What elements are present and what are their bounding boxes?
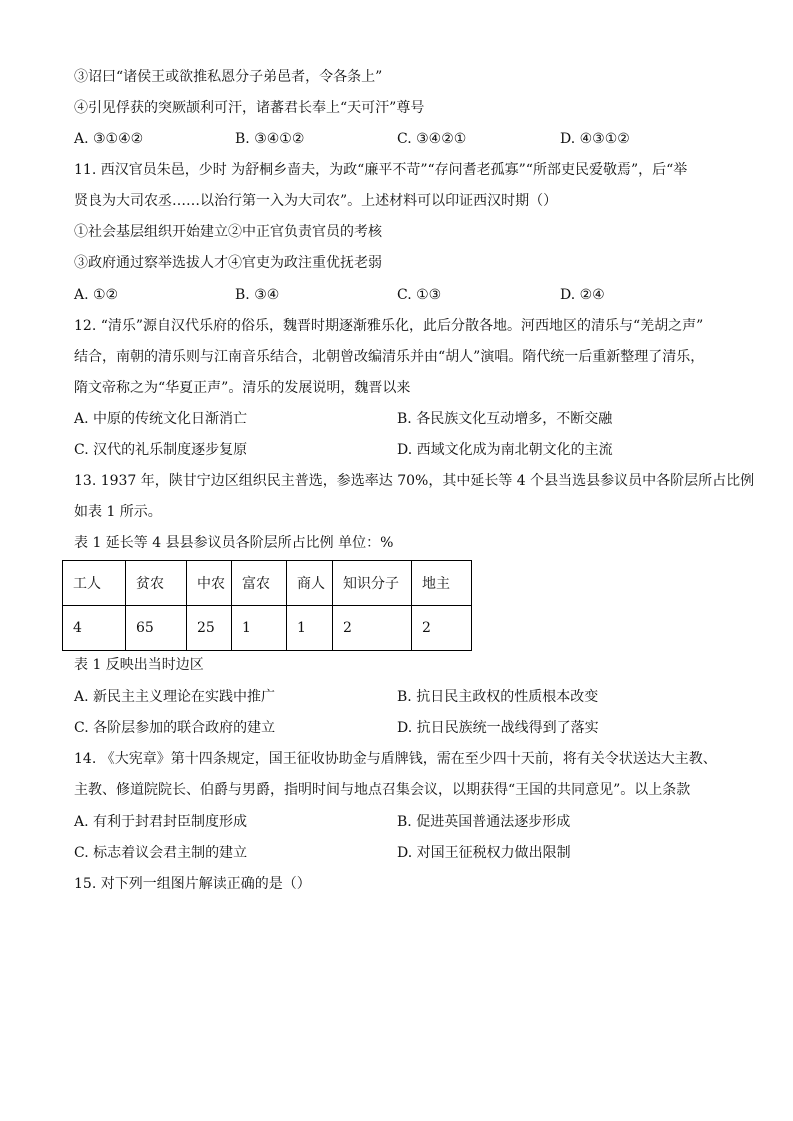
q12-stem-line1: 12. “清乐”源自汉代乐府的俗乐，魏晋时期逐渐雅乐化，此后分散各地。河西地区的清乐与“羌胡之声” bbox=[74, 318, 704, 334]
q10-option-d[interactable]: D. ④③①② bbox=[560, 131, 630, 147]
table-header-cell: 中农 bbox=[187, 561, 232, 606]
q15-stem: 15. 对下列一组图片解读正确的是（） bbox=[74, 876, 311, 892]
q13-stem-line1: 13. 1937 年，陕甘宁边区组织民主普选，参选率达 70%，其中延长等 4 个县当选县参议员中各阶层所占比例 bbox=[74, 473, 755, 489]
table-header-cell: 知识分子 bbox=[333, 561, 412, 606]
table-cell: 25 bbox=[187, 606, 232, 651]
q13-stem-line2: 如表 1 所示。 bbox=[74, 504, 162, 520]
q11-stem-line2: 贤良为大司农丞……以治行第一入为大司农”。上述材料可以印证西汉时期（） bbox=[74, 193, 558, 209]
q12-stem-line3: 隋文帝称之为“华夏正声”。清乐的发展说明，魏晋以来 bbox=[74, 380, 411, 396]
q13-option-b[interactable]: B. 抗日民主政权的性质根本改变 bbox=[397, 689, 599, 705]
q11-option-b[interactable]: B. ③④ bbox=[235, 287, 280, 303]
q11-items-2: ③政府通过察举选拔人才④官吏为政注重优抚老弱 bbox=[74, 255, 382, 271]
table-header-cell: 地主 bbox=[412, 561, 472, 606]
table-header-cell: 富农 bbox=[232, 561, 287, 606]
q13-option-c[interactable]: C. 各阶层参加的联合政府的建立 bbox=[74, 720, 276, 736]
q14-option-b[interactable]: B. 促进英国普通法逐步形成 bbox=[397, 814, 571, 830]
q11-option-c[interactable]: C. ①③ bbox=[397, 287, 442, 303]
table-cell: 2 bbox=[412, 606, 472, 651]
table-header-cell: 商人 bbox=[287, 561, 333, 606]
table-header-cell: 工人 bbox=[63, 561, 126, 606]
q13-question: 表 1 反映出当时边区 bbox=[74, 657, 204, 673]
q11-option-a[interactable]: A. ①② bbox=[74, 287, 119, 303]
table-1-caption: 表 1 延长等 4 县县参议员各阶层所占比例 单位：% bbox=[74, 535, 394, 551]
q14-option-d[interactable]: D. 对国王征税权力做出限制 bbox=[397, 845, 571, 861]
table-cell: 65 bbox=[126, 606, 187, 651]
q10-option-b[interactable]: B. ③④①② bbox=[235, 131, 305, 147]
q10-option-c[interactable]: C. ③④②① bbox=[397, 131, 467, 147]
q10-option-a[interactable]: A. ③①④② bbox=[74, 131, 144, 147]
table-cell: 4 bbox=[63, 606, 126, 651]
q14-stem-line1: 14. 《大宪章》第十四条规定，国王征收协助金与盾牌钱，需在至少四十天前，将有关令状送达大主教、 bbox=[74, 751, 717, 767]
table-header-cell: 贫农 bbox=[126, 561, 187, 606]
q10-item-3: ③诏曰“诸侯王或欲推私恩分子弟邑者，令各条上” bbox=[74, 69, 383, 85]
q11-stem-line1: 11. 西汉官员朱邑，少时 为舒桐乡啬夫，为政“廉平不苛”“存问耆老孤寡”“所部吏民爱敬焉”，后“举 bbox=[74, 162, 688, 178]
q12-option-a[interactable]: A. 中原的传统文化日渐消亡 bbox=[74, 411, 248, 427]
q14-option-a[interactable]: A. 有利于封君封臣制度形成 bbox=[74, 814, 248, 830]
q12-option-b[interactable]: B. 各民族文化互动增多，不断交融 bbox=[397, 411, 613, 427]
q10-item-4: ④引见俘获的突厥颉利可汗，诸蕃君长奉上“天可汗”尊号 bbox=[74, 100, 425, 116]
q12-stem-line2: 结合，南朝的清乐则与江南音乐结合，北朝曾改编清乐并由“胡人”演唱。隋代统一后重新整理了清乐， bbox=[74, 349, 705, 365]
q11-option-d[interactable]: D. ②④ bbox=[560, 287, 605, 303]
q14-option-c[interactable]: C. 标志着议会君主制的建立 bbox=[74, 845, 248, 861]
table-cell: 1 bbox=[287, 606, 333, 651]
q11-items-1: ①社会基层组织开始建立②中正官负责官员的考核 bbox=[74, 224, 382, 240]
table-cell: 2 bbox=[333, 606, 412, 651]
table-cell: 1 bbox=[232, 606, 287, 651]
table-1 bbox=[62, 560, 472, 651]
q12-option-d[interactable]: D. 西域文化成为南北朝文化的主流 bbox=[397, 442, 613, 458]
q14-stem-line2: 主教、修道院院长、伯爵与男爵，指明时间与地点召集会议，以期获得“王国的共同意见”。以上条款 bbox=[74, 782, 691, 798]
table-row bbox=[63, 606, 472, 651]
q13-option-d[interactable]: D. 抗日民族统一战线得到了落实 bbox=[397, 720, 599, 736]
q12-option-c[interactable]: C. 汉代的礼乐制度逐步复原 bbox=[74, 442, 248, 458]
q13-option-a[interactable]: A. 新民主主义理论在实践中推广 bbox=[74, 689, 276, 705]
table-header-row bbox=[63, 561, 472, 606]
